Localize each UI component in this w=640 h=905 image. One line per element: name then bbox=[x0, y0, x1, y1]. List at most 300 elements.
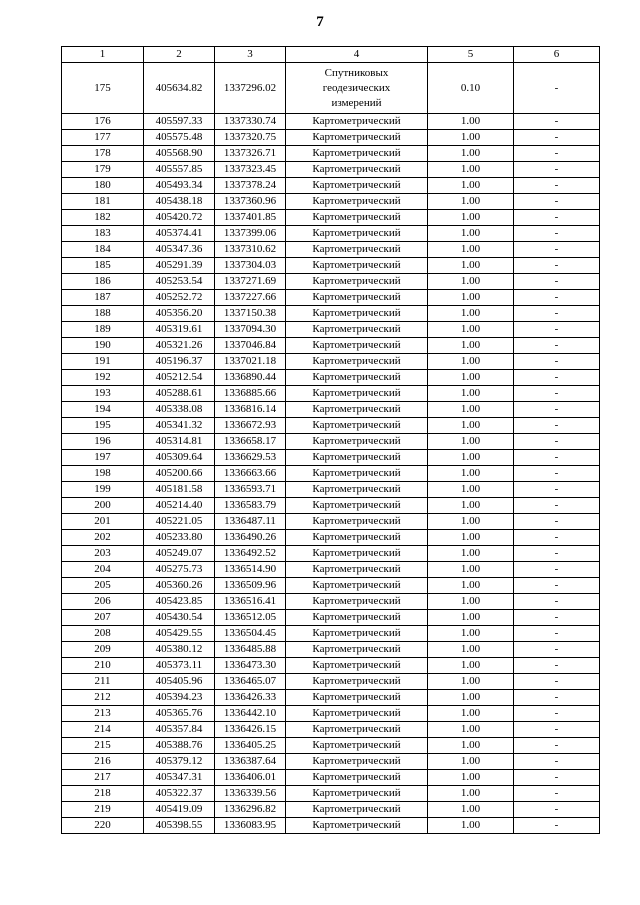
point-number-cell: 193 bbox=[62, 386, 144, 402]
method-cell: Картометрический bbox=[286, 610, 428, 626]
point-number-cell: 210 bbox=[62, 658, 144, 674]
accuracy-cell: 1.00 bbox=[428, 242, 514, 258]
x-coordinate-cell: 405196.37 bbox=[144, 354, 215, 370]
note-cell: - bbox=[514, 466, 600, 482]
note-cell: - bbox=[514, 818, 600, 834]
y-coordinate-cell: 1336490.26 bbox=[215, 530, 286, 546]
method-cell: Картометрический bbox=[286, 578, 428, 594]
y-coordinate-cell: 1336885.66 bbox=[215, 386, 286, 402]
x-coordinate-cell: 405347.31 bbox=[144, 770, 215, 786]
method-cell: Картометрический bbox=[286, 466, 428, 482]
accuracy-cell: 1.00 bbox=[428, 322, 514, 338]
x-coordinate-cell: 405252.72 bbox=[144, 290, 215, 306]
table-row bbox=[62, 578, 600, 594]
point-number-cell: 192 bbox=[62, 370, 144, 386]
y-coordinate-cell: 1336405.25 bbox=[215, 738, 286, 754]
table-row bbox=[62, 63, 600, 114]
x-coordinate-cell: 405373.11 bbox=[144, 658, 215, 674]
x-coordinate-cell: 405249.07 bbox=[144, 546, 215, 562]
y-coordinate-cell: 1336426.15 bbox=[215, 722, 286, 738]
y-coordinate-cell: 1337021.18 bbox=[215, 354, 286, 370]
y-coordinate-cell: 1336516.41 bbox=[215, 594, 286, 610]
accuracy-cell: 1.00 bbox=[428, 818, 514, 834]
x-coordinate-cell: 405338.08 bbox=[144, 402, 215, 418]
point-number-cell: 184 bbox=[62, 242, 144, 258]
x-coordinate-cell: 405438.18 bbox=[144, 194, 215, 210]
x-coordinate-cell: 405493.34 bbox=[144, 178, 215, 194]
y-coordinate-cell: 1336485.88 bbox=[215, 642, 286, 658]
point-number-cell: 217 bbox=[62, 770, 144, 786]
note-cell: - bbox=[514, 626, 600, 642]
x-coordinate-cell: 405200.66 bbox=[144, 466, 215, 482]
x-coordinate-cell: 405322.37 bbox=[144, 786, 215, 802]
note-cell: - bbox=[514, 706, 600, 722]
note-cell: - bbox=[514, 338, 600, 354]
y-coordinate-cell: 1336339.56 bbox=[215, 786, 286, 802]
note-cell: - bbox=[514, 674, 600, 690]
table-row bbox=[62, 626, 600, 642]
point-number-cell: 182 bbox=[62, 210, 144, 226]
method-line: измерений bbox=[331, 96, 382, 109]
point-number-cell: 178 bbox=[62, 146, 144, 162]
note-cell: - bbox=[514, 274, 600, 290]
note-cell: - bbox=[514, 562, 600, 578]
table-row bbox=[62, 354, 600, 370]
table-row bbox=[62, 338, 600, 354]
table-row bbox=[62, 562, 600, 578]
x-coordinate-cell: 405212.54 bbox=[144, 370, 215, 386]
point-number-cell: 177 bbox=[62, 130, 144, 146]
y-coordinate-cell: 1336387.64 bbox=[215, 754, 286, 770]
table-row bbox=[62, 466, 600, 482]
point-number-cell: 187 bbox=[62, 290, 144, 306]
x-coordinate-cell: 405319.61 bbox=[144, 322, 215, 338]
point-number-cell: 205 bbox=[62, 578, 144, 594]
x-coordinate-cell: 405380.12 bbox=[144, 642, 215, 658]
method-cell: Картометрический bbox=[286, 386, 428, 402]
accuracy-cell: 1.00 bbox=[428, 498, 514, 514]
table-row bbox=[62, 402, 600, 418]
accuracy-cell: 1.00 bbox=[428, 418, 514, 434]
y-coordinate-cell: 1336663.66 bbox=[215, 466, 286, 482]
table-row bbox=[62, 722, 600, 738]
y-coordinate-cell: 1337320.75 bbox=[215, 130, 286, 146]
note-cell: - bbox=[514, 258, 600, 274]
point-number-cell: 198 bbox=[62, 466, 144, 482]
table-row bbox=[62, 370, 600, 386]
method-line: геодезических bbox=[322, 81, 391, 94]
point-number-cell: 196 bbox=[62, 434, 144, 450]
point-number-cell: 215 bbox=[62, 738, 144, 754]
accuracy-cell: 1.00 bbox=[428, 626, 514, 642]
method-cell: Картометрический bbox=[286, 482, 428, 498]
x-coordinate-cell: 405233.80 bbox=[144, 530, 215, 546]
x-coordinate-cell: 405347.36 bbox=[144, 242, 215, 258]
table-row bbox=[62, 546, 600, 562]
x-coordinate-cell: 405275.73 bbox=[144, 562, 215, 578]
method-cell: Картометрический bbox=[286, 306, 428, 322]
point-number-cell: 202 bbox=[62, 530, 144, 546]
x-coordinate-cell: 405597.33 bbox=[144, 114, 215, 130]
accuracy-cell: 1.00 bbox=[428, 530, 514, 546]
x-coordinate-cell: 405429.55 bbox=[144, 626, 215, 642]
x-coordinate-cell: 405356.20 bbox=[144, 306, 215, 322]
coordinates-table bbox=[61, 46, 600, 834]
accuracy-cell: 1.00 bbox=[428, 258, 514, 274]
accuracy-cell: 1.00 bbox=[428, 802, 514, 818]
x-coordinate-cell: 405388.76 bbox=[144, 738, 215, 754]
table-header-row bbox=[62, 47, 600, 63]
point-number-cell: 216 bbox=[62, 754, 144, 770]
accuracy-cell: 1.00 bbox=[428, 690, 514, 706]
note-cell: - bbox=[514, 386, 600, 402]
x-coordinate-cell: 405341.32 bbox=[144, 418, 215, 434]
note-cell: - bbox=[514, 802, 600, 818]
table-row bbox=[62, 114, 600, 130]
y-coordinate-cell: 1337227.66 bbox=[215, 290, 286, 306]
y-coordinate-cell: 1336658.17 bbox=[215, 434, 286, 450]
point-number-cell: 208 bbox=[62, 626, 144, 642]
accuracy-cell: 1.00 bbox=[428, 434, 514, 450]
table-row bbox=[62, 290, 600, 306]
y-coordinate-cell: 1336890.44 bbox=[215, 370, 286, 386]
note-cell: - bbox=[514, 434, 600, 450]
note-cell: - bbox=[514, 63, 600, 114]
accuracy-cell: 1.00 bbox=[428, 754, 514, 770]
note-cell: - bbox=[514, 194, 600, 210]
x-coordinate-cell: 405374.41 bbox=[144, 226, 215, 242]
x-coordinate-cell: 405253.54 bbox=[144, 274, 215, 290]
note-cell: - bbox=[514, 178, 600, 194]
x-coordinate-cell: 405360.26 bbox=[144, 578, 215, 594]
table-row bbox=[62, 194, 600, 210]
point-number-cell: 218 bbox=[62, 786, 144, 802]
y-coordinate-cell: 1336514.90 bbox=[215, 562, 286, 578]
method-cell: Картометрический bbox=[286, 434, 428, 450]
y-coordinate-cell: 1336442.10 bbox=[215, 706, 286, 722]
x-coordinate-cell: 405221.05 bbox=[144, 514, 215, 530]
accuracy-cell: 1.00 bbox=[428, 178, 514, 194]
method-cell: Картометрический bbox=[286, 706, 428, 722]
point-number-cell: 190 bbox=[62, 338, 144, 354]
x-coordinate-cell: 405430.54 bbox=[144, 610, 215, 626]
method-cell: Картометрический bbox=[286, 546, 428, 562]
x-coordinate-cell: 405423.85 bbox=[144, 594, 215, 610]
method-line: Спутниковых bbox=[324, 66, 389, 79]
table-row bbox=[62, 786, 600, 802]
x-coordinate-cell: 405365.76 bbox=[144, 706, 215, 722]
y-coordinate-cell: 1337378.24 bbox=[215, 178, 286, 194]
accuracy-cell: 1.00 bbox=[428, 306, 514, 322]
method-cell: Картометрический bbox=[286, 370, 428, 386]
note-cell: - bbox=[514, 722, 600, 738]
x-coordinate-cell: 405288.61 bbox=[144, 386, 215, 402]
accuracy-cell: 1.00 bbox=[428, 706, 514, 722]
y-coordinate-cell: 1336583.79 bbox=[215, 498, 286, 514]
table-row bbox=[62, 498, 600, 514]
x-coordinate-cell: 405394.23 bbox=[144, 690, 215, 706]
y-coordinate-cell: 1336816.14 bbox=[215, 402, 286, 418]
note-cell: - bbox=[514, 610, 600, 626]
accuracy-cell: 1.00 bbox=[428, 194, 514, 210]
accuracy-cell: 1.00 bbox=[428, 274, 514, 290]
note-cell: - bbox=[514, 578, 600, 594]
table-row bbox=[62, 770, 600, 786]
note-cell: - bbox=[514, 690, 600, 706]
point-number-cell: 211 bbox=[62, 674, 144, 690]
table-row bbox=[62, 434, 600, 450]
point-number-cell: 212 bbox=[62, 690, 144, 706]
point-number-cell: 219 bbox=[62, 802, 144, 818]
table-row bbox=[62, 738, 600, 754]
table-row bbox=[62, 706, 600, 722]
note-cell: - bbox=[514, 290, 600, 306]
accuracy-cell: 1.00 bbox=[428, 642, 514, 658]
table-row bbox=[62, 130, 600, 146]
note-cell: - bbox=[514, 418, 600, 434]
y-coordinate-cell: 1337323.45 bbox=[215, 162, 286, 178]
table-row bbox=[62, 178, 600, 194]
note-cell: - bbox=[514, 322, 600, 338]
method-cell: Картометрический bbox=[286, 418, 428, 434]
table-row bbox=[62, 610, 600, 626]
y-coordinate-cell: 1336083.95 bbox=[215, 818, 286, 834]
table-row bbox=[62, 274, 600, 290]
method-cell: Картометрический bbox=[286, 530, 428, 546]
y-coordinate-cell: 1337304.03 bbox=[215, 258, 286, 274]
method-cell: Картометрический bbox=[286, 402, 428, 418]
page-number: 7 bbox=[316, 14, 324, 30]
point-number-cell: 201 bbox=[62, 514, 144, 530]
table-row bbox=[62, 242, 600, 258]
method-cell: Картометрический bbox=[286, 786, 428, 802]
table-row bbox=[62, 658, 600, 674]
method-cell: Картометрический bbox=[286, 322, 428, 338]
note-cell: - bbox=[514, 770, 600, 786]
point-number-cell: 179 bbox=[62, 162, 144, 178]
point-number-cell: 199 bbox=[62, 482, 144, 498]
method-cell: Картометрический bbox=[286, 754, 428, 770]
method-cell: Картометрический bbox=[286, 674, 428, 690]
point-number-cell: 180 bbox=[62, 178, 144, 194]
table-row bbox=[62, 754, 600, 770]
x-coordinate-cell: 405419.09 bbox=[144, 802, 215, 818]
y-coordinate-cell: 1336672.93 bbox=[215, 418, 286, 434]
note-cell: - bbox=[514, 450, 600, 466]
x-coordinate-cell: 405321.26 bbox=[144, 338, 215, 354]
point-number-cell: 214 bbox=[62, 722, 144, 738]
y-coordinate-cell: 1336406.01 bbox=[215, 770, 286, 786]
accuracy-cell: 1.00 bbox=[428, 402, 514, 418]
y-coordinate-cell: 1336509.96 bbox=[215, 578, 286, 594]
point-number-cell: 191 bbox=[62, 354, 144, 370]
table-row bbox=[62, 642, 600, 658]
column-header: 2 bbox=[144, 47, 215, 63]
note-cell: - bbox=[514, 546, 600, 562]
method-cell: Картометрический bbox=[286, 178, 428, 194]
method-cell: Картометрический bbox=[286, 258, 428, 274]
y-coordinate-cell: 1337399.06 bbox=[215, 226, 286, 242]
x-coordinate-cell: 405557.85 bbox=[144, 162, 215, 178]
point-number-cell: 185 bbox=[62, 258, 144, 274]
table-row bbox=[62, 210, 600, 226]
y-coordinate-cell: 1336593.71 bbox=[215, 482, 286, 498]
y-coordinate-cell: 1337360.96 bbox=[215, 194, 286, 210]
method-cell: Картометрический bbox=[286, 450, 428, 466]
y-coordinate-cell: 1337094.30 bbox=[215, 322, 286, 338]
method-cell: Картометрический bbox=[286, 722, 428, 738]
accuracy-cell: 1.00 bbox=[428, 482, 514, 498]
note-cell: - bbox=[514, 658, 600, 674]
accuracy-cell: 1.00 bbox=[428, 658, 514, 674]
accuracy-cell: 1.00 bbox=[428, 578, 514, 594]
x-coordinate-cell: 405398.55 bbox=[144, 818, 215, 834]
point-number-cell: 194 bbox=[62, 402, 144, 418]
method-cell: Картометрический bbox=[286, 738, 428, 754]
accuracy-cell: 1.00 bbox=[428, 450, 514, 466]
column-header: 6 bbox=[514, 47, 600, 63]
method-cell: Картометрический bbox=[286, 162, 428, 178]
table-row bbox=[62, 450, 600, 466]
table-row bbox=[62, 306, 600, 322]
method-cell: Картометрический bbox=[286, 642, 428, 658]
accuracy-cell: 1.00 bbox=[428, 130, 514, 146]
note-cell: - bbox=[514, 114, 600, 130]
method-cell: Картометрический bbox=[286, 226, 428, 242]
accuracy-cell: 1.00 bbox=[428, 722, 514, 738]
table-row bbox=[62, 514, 600, 530]
method-cell: Картометрический bbox=[286, 770, 428, 786]
method-cell bbox=[286, 63, 428, 114]
note-cell: - bbox=[514, 210, 600, 226]
y-coordinate-cell: 1337150.38 bbox=[215, 306, 286, 322]
point-number-cell: 189 bbox=[62, 322, 144, 338]
method-cell: Картометрический bbox=[286, 290, 428, 306]
table-row bbox=[62, 802, 600, 818]
accuracy-cell: 1.00 bbox=[428, 562, 514, 578]
note-cell: - bbox=[514, 530, 600, 546]
point-number-cell: 204 bbox=[62, 562, 144, 578]
method-cell: Картометрический bbox=[286, 130, 428, 146]
method-cell: Картометрический bbox=[286, 818, 428, 834]
y-coordinate-cell: 1337046.84 bbox=[215, 338, 286, 354]
x-coordinate-cell: 405420.72 bbox=[144, 210, 215, 226]
point-number-cell: 186 bbox=[62, 274, 144, 290]
note-cell: - bbox=[514, 514, 600, 530]
accuracy-cell: 1.00 bbox=[428, 338, 514, 354]
y-coordinate-cell: 1337330.74 bbox=[215, 114, 286, 130]
note-cell: - bbox=[514, 642, 600, 658]
accuracy-cell: 1.00 bbox=[428, 370, 514, 386]
note-cell: - bbox=[514, 242, 600, 258]
table-row bbox=[62, 818, 600, 834]
x-coordinate-cell: 405568.90 bbox=[144, 146, 215, 162]
method-cell: Картометрический bbox=[286, 242, 428, 258]
x-coordinate-cell: 405214.40 bbox=[144, 498, 215, 514]
method-cell: Картометрический bbox=[286, 274, 428, 290]
accuracy-cell: 1.00 bbox=[428, 162, 514, 178]
y-coordinate-cell: 1337326.71 bbox=[215, 146, 286, 162]
point-number-cell: 197 bbox=[62, 450, 144, 466]
table-row bbox=[62, 226, 600, 242]
column-header: 4 bbox=[286, 47, 428, 63]
method-cell: Картометрический bbox=[286, 562, 428, 578]
accuracy-cell: 0.10 bbox=[428, 63, 514, 114]
accuracy-cell: 1.00 bbox=[428, 290, 514, 306]
x-coordinate-cell: 405357.84 bbox=[144, 722, 215, 738]
y-coordinate-cell: 1337296.02 bbox=[215, 63, 286, 114]
method-cell: Картометрический bbox=[286, 338, 428, 354]
x-coordinate-cell: 405634.82 bbox=[144, 63, 215, 114]
method-cell: Картометрический bbox=[286, 146, 428, 162]
column-header: 1 bbox=[62, 47, 144, 63]
method-cell: Картометрический bbox=[286, 802, 428, 818]
note-cell: - bbox=[514, 482, 600, 498]
x-coordinate-cell: 405309.64 bbox=[144, 450, 215, 466]
note-cell: - bbox=[514, 146, 600, 162]
point-number-cell: 209 bbox=[62, 642, 144, 658]
point-number-cell: 181 bbox=[62, 194, 144, 210]
note-cell: - bbox=[514, 594, 600, 610]
accuracy-cell: 1.00 bbox=[428, 466, 514, 482]
y-coordinate-cell: 1336487.11 bbox=[215, 514, 286, 530]
note-cell: - bbox=[514, 786, 600, 802]
accuracy-cell: 1.00 bbox=[428, 674, 514, 690]
accuracy-cell: 1.00 bbox=[428, 146, 514, 162]
accuracy-cell: 1.00 bbox=[428, 226, 514, 242]
accuracy-cell: 1.00 bbox=[428, 610, 514, 626]
accuracy-cell: 1.00 bbox=[428, 114, 514, 130]
y-coordinate-cell: 1336296.82 bbox=[215, 802, 286, 818]
x-coordinate-cell: 405575.48 bbox=[144, 130, 215, 146]
y-coordinate-cell: 1336504.45 bbox=[215, 626, 286, 642]
accuracy-cell: 1.00 bbox=[428, 210, 514, 226]
y-coordinate-cell: 1336473.30 bbox=[215, 658, 286, 674]
method-cell: Картометрический bbox=[286, 626, 428, 642]
accuracy-cell: 1.00 bbox=[428, 594, 514, 610]
note-cell: - bbox=[514, 402, 600, 418]
table-row bbox=[62, 690, 600, 706]
y-coordinate-cell: 1336629.53 bbox=[215, 450, 286, 466]
note-cell: - bbox=[514, 162, 600, 178]
point-number-cell: 200 bbox=[62, 498, 144, 514]
column-header: 3 bbox=[215, 47, 286, 63]
x-coordinate-cell: 405405.96 bbox=[144, 674, 215, 690]
accuracy-cell: 1.00 bbox=[428, 354, 514, 370]
method-cell: Картометрический bbox=[286, 114, 428, 130]
note-cell: - bbox=[514, 738, 600, 754]
x-coordinate-cell: 405291.39 bbox=[144, 258, 215, 274]
point-number-cell: 175 bbox=[62, 63, 144, 114]
y-coordinate-cell: 1337401.85 bbox=[215, 210, 286, 226]
x-coordinate-cell: 405379.12 bbox=[144, 754, 215, 770]
column-header: 5 bbox=[428, 47, 514, 63]
point-number-cell: 188 bbox=[62, 306, 144, 322]
point-number-cell: 183 bbox=[62, 226, 144, 242]
y-coordinate-cell: 1337271.69 bbox=[215, 274, 286, 290]
table-row bbox=[62, 482, 600, 498]
accuracy-cell: 1.00 bbox=[428, 738, 514, 754]
accuracy-cell: 1.00 bbox=[428, 386, 514, 402]
y-coordinate-cell: 1336465.07 bbox=[215, 674, 286, 690]
accuracy-cell: 1.00 bbox=[428, 514, 514, 530]
x-coordinate-cell: 405181.58 bbox=[144, 482, 215, 498]
y-coordinate-cell: 1337310.62 bbox=[215, 242, 286, 258]
method-cell: Картометрический bbox=[286, 210, 428, 226]
note-cell: - bbox=[514, 226, 600, 242]
note-cell: - bbox=[514, 354, 600, 370]
accuracy-cell: 1.00 bbox=[428, 546, 514, 562]
